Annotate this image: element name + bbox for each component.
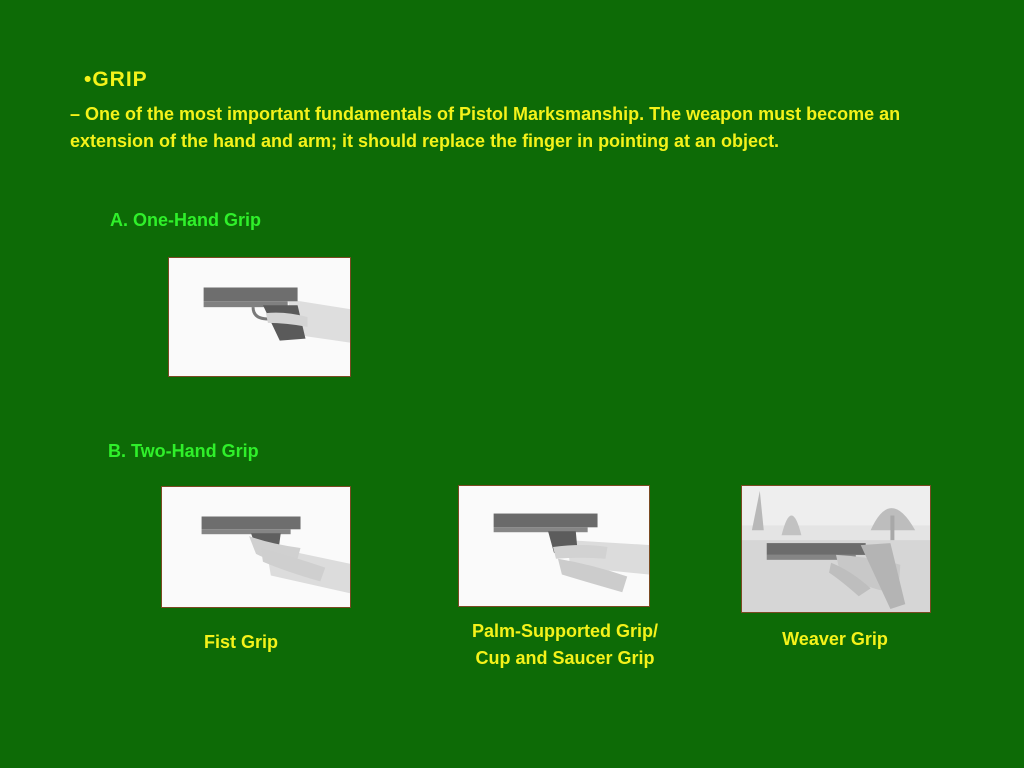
caption-palm-supported-grip	[430, 618, 700, 672]
caption-palm-line1: Palm-Supported Grip/	[471, 621, 658, 641]
slide-heading: •GRIP	[84, 68, 148, 91]
weaver-grip-photo	[741, 485, 931, 613]
caption-palm-line2: Cup and Saucer Grip	[475, 648, 655, 668]
one-hand-grip-photo	[168, 257, 351, 377]
section-label-two-hand: B. Two-Hand Grip	[108, 441, 259, 461]
caption-fist-grip: Fist Grip	[203, 632, 278, 652]
palm-supported-grip-photo	[458, 485, 650, 607]
caption-weaver-grip: Weaver Grip	[782, 629, 888, 649]
fist-grip-photo	[161, 486, 351, 608]
section-label-one-hand: A. One-Hand Grip	[110, 210, 262, 230]
slide-description: – One of the most important fundamentals of Pistol Marksmanship. The weapon must become an extension of the hand and arm; it should replace the finger in pointing at an object.	[70, 104, 901, 151]
